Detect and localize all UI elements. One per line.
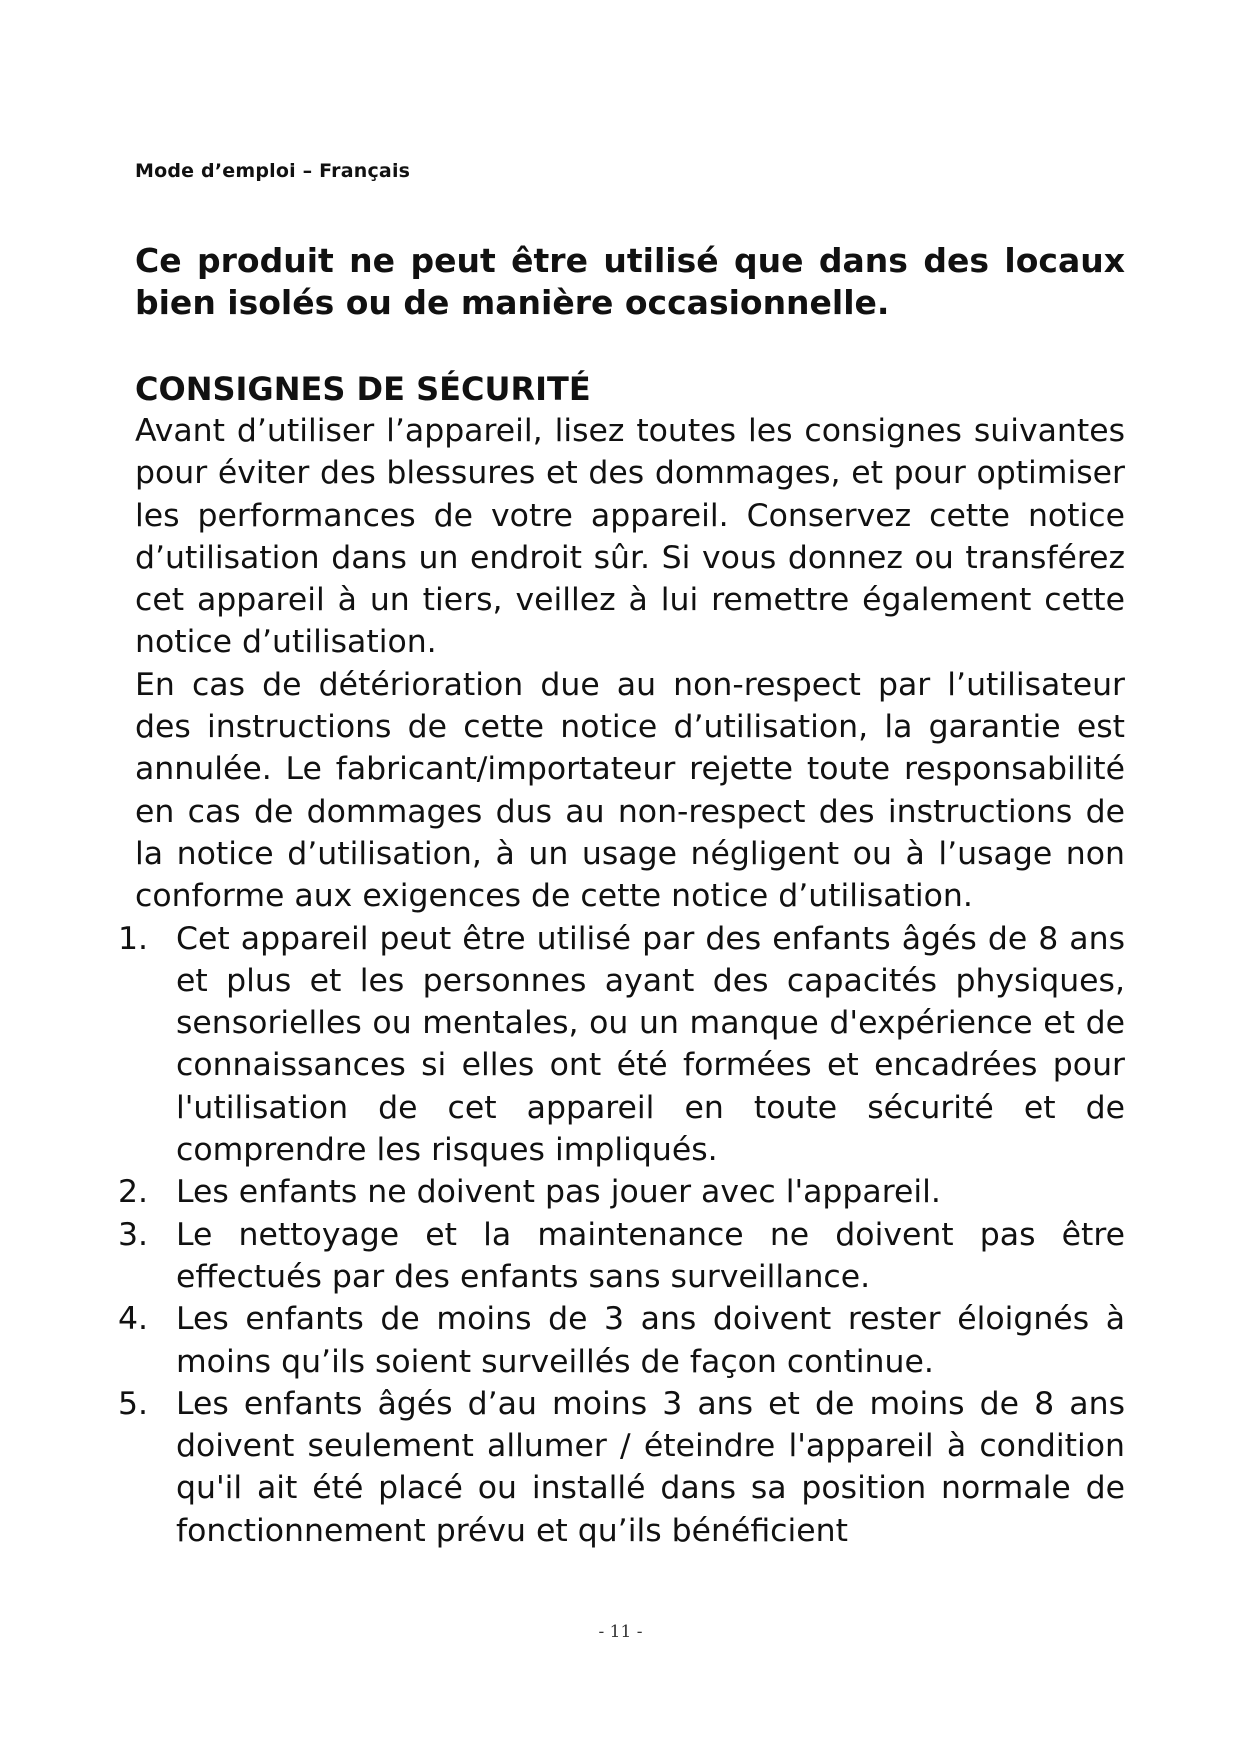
- safety-item-number: 4.: [118, 1301, 149, 1338]
- safety-item-text: Le nettoyage et la maintenance ne doivent pas être effectués par des enfants sans surveillance.: [176, 1216, 1125, 1295]
- document-header: Mode d’emploi – Français: [135, 160, 411, 182]
- warranty-paragraph: En cas de détérioration due au non-respect par l’utilisateur des instructions de cette notice d’utilisation, la garantie est annulée. Le fabricant/importateur rejette toute responsabilité en cas de dommages dus au non-respect des instructions de la notice d’utilisation, à un usage négligent ou à l’usage non conforme aux exigences de cette notice d’utilisation.: [135, 666, 1125, 915]
- safety-item: [118, 1383, 1125, 1552]
- section-title: CONSIGNES DE SÉCURITÉ: [135, 370, 591, 408]
- safety-list: [118, 918, 1125, 1552]
- safety-item-number: 3.: [118, 1216, 149, 1253]
- page-number: - 11 -: [598, 1622, 643, 1642]
- safety-item: [118, 1171, 1125, 1213]
- safety-item: [118, 1214, 1125, 1299]
- safety-item-text: Cet appareil peut être utilisé par des enfants âgés de 8 ans et plus et les personnes ayant des capacités physiques, sensorielles ou mentales, ou un manque d'expérience et de connaissances si elles ont été formées et encadrées pour l'utilisation de cet appareil en toute sécurité et de comprendre les risques impliqués.: [176, 920, 1125, 1169]
- safety-item-text: Les enfants de moins de 3 ans doivent rester éloignés à moins qu’ils soient surveillés de façon continue.: [176, 1301, 1125, 1380]
- safety-item-text: Les enfants âgés d’au moins 3 ans et de moins de 8 ans doivent seulement allumer / éteindre l'appareil à condition qu'il ait été placé ou installé dans sa position normale de fonctionnement prévu et qu’ils bénéficient: [176, 1385, 1125, 1549]
- safety-item: [118, 1298, 1125, 1383]
- safety-item: [118, 918, 1125, 1172]
- safety-body: [118, 410, 1125, 1552]
- intro-paragraph: Avant d’utiliser l’appareil, lisez toutes les consignes suivantes pour éviter des blessures et des dommages, et pour optimiser les performances de votre appareil. Conservez cette notice d’utilisation dans un endroit sûr. Si vous donnez ou transférez cet appareil à un tiers, veillez à lui remettre également cette notice d’utilisation.: [135, 413, 1125, 661]
- safety-item-number: 5.: [118, 1385, 149, 1422]
- usage-notice: Ce produit ne peut être utilisé que dans des locaux bien isolés ou de manière occasionnelle.: [135, 241, 1125, 322]
- safety-item-number: 1.: [118, 920, 149, 957]
- safety-item-text: Les enfants ne doivent pas jouer avec l'appareil.: [176, 1174, 941, 1211]
- safety-item-number: 2.: [118, 1174, 149, 1211]
